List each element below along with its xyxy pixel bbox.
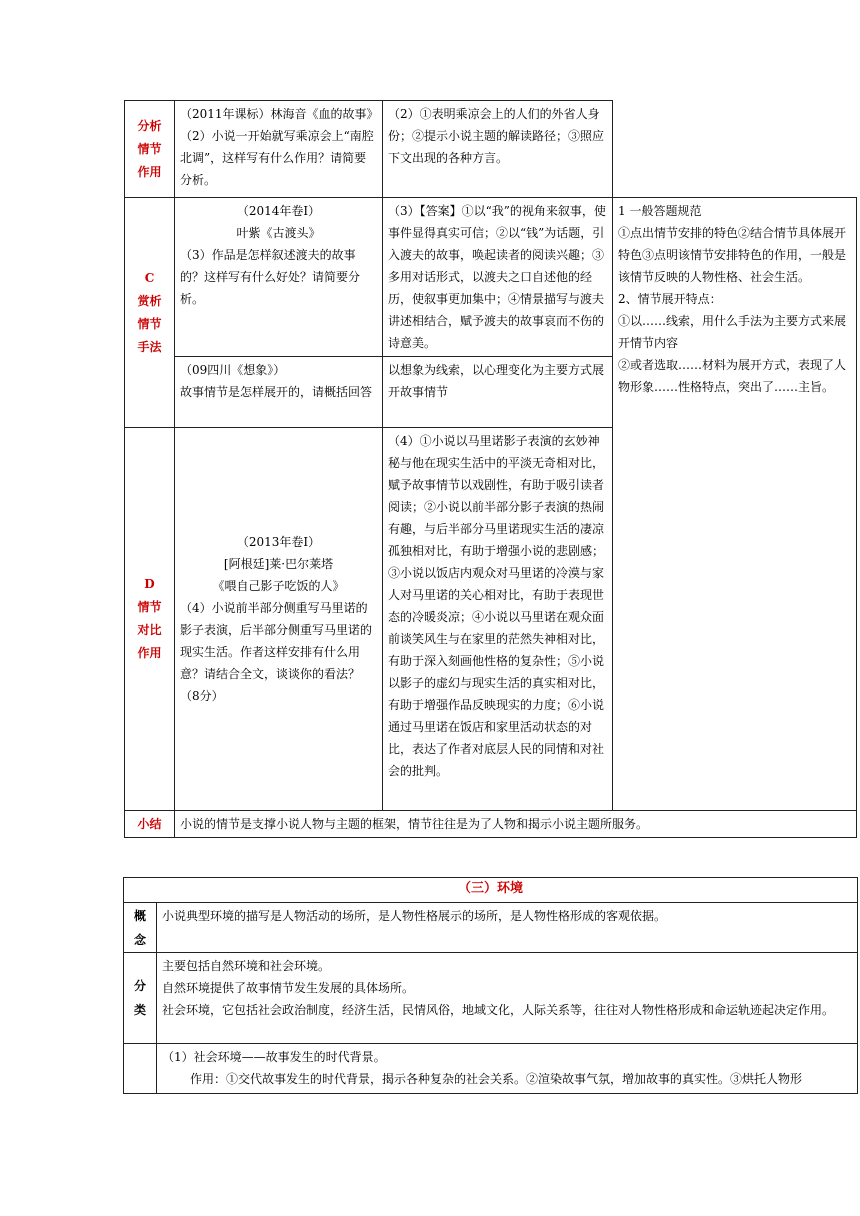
answer-cell: 以想象为线索，以心理变化为主要方式展开故事情节 xyxy=(383,357,613,428)
notes-cell: 1 一般答题规范 ①点出情节安排的特色②结合情节具体展开特色③点明该情节安排特色的作用，一般是该情节反映的人物性格、社会生活。 2、情节展开特点： ①以……线索，用什么手法为主要方式来展开情节内容 ②或者选取……材料为展开方式，表现了人物形象……性格特点，突出了……主旨。 xyxy=(613,198,857,811)
plot-analysis-table xyxy=(124,100,857,838)
empty-cell xyxy=(124,1044,157,1094)
answer-cell: （3）【答案】①以“我”的视角来叙事，使事件显得真实可信；②以“钱”为话题，引入渡夫的故事，唤起读者的阅读兴趣；③多用对话形式，以渡夫之口自述他的经历，使叙事更加集中；④情景描写与渡夫讲述相结合，赋予渡夫的故事哀而不伤的诗意美。 xyxy=(383,198,613,357)
row-head-d: D 情节 对比 作用 xyxy=(125,428,175,811)
empty-cell xyxy=(613,101,857,198)
category-text: 主要包括自然环境和社会环境。 自然环境提供了故事情节发生发展的具体场所。 社会环境，它包括社会政治制度，经济生活，民情风俗，地域文化，人际关系等，往往对人物性格形成和命运轨迹起决定作用。 xyxy=(157,953,858,1044)
answer-cell: （2）①表明乘凉会上的人们的外省人身份；②提示小说主题的解读路径；③照应下文出现的各种方言。 xyxy=(383,101,613,198)
row-head-category: 分 类 xyxy=(124,953,157,1044)
environment-table xyxy=(123,877,858,1094)
social-environment-text: （1）社会环境——故事发生的时代背景。 作用：①交代故事发生的时代背景，揭示各种复杂的社会关系。②渲染故事气氛，增加故事的真实性。③烘托人物形 xyxy=(157,1044,858,1094)
row-head-analysis: 分析 情节 作用 xyxy=(125,101,175,198)
question-cell: （2014年卷Ⅰ） 叶紫《古渡头》 （3）作品是怎样叙述渡夫的故事的？这样写有什么好处？请简要分析。 xyxy=(175,198,383,357)
answer-cell: （4）①小说以马里诺影子表演的玄妙神秘与他在现实生活中的平淡无奇相对比，赋予故事情节以戏剧性，有助于吸引读者阅读；②小说以前半部分影子表演的热闹有趣，与后半部分马里诺现实生活的凄凉孤独相对比，有助于增强小说的悲剧感；③小说以饭店内观众对马里诺的冷漠与家人对马里诺的关心相对比，有助于表现世态的冷暖炎凉；④小说以马里诺在观众面前谈笑风生与在家里的茫然失神相对比，有助于深入刻画他性格的复杂性；⑤小说以影子的虚幻与现实生活的真实相对比，有助于增强作品反映现实的力度；⑥小说通过马里诺在饭店和家里活动状态的对比，表达了作者对底层人民的同情和对社会的批判。 xyxy=(383,428,613,811)
concept-text: 小说典型环境的描写是人物活动的场所，是人物性格展示的场所，是人物性格形成的客观依据。 xyxy=(157,903,858,953)
question-cell: （09四川《想象》） 故事情节是怎样展开的，请概括回答 xyxy=(175,357,383,428)
summary-text: 小说的情节是支撑小说人物与主题的框架，情节往往是为了人物和揭示小说主题所服务。 xyxy=(175,811,857,838)
row-head-concept: 概 念 xyxy=(124,903,157,953)
question-cell: （2013年卷Ⅰ） [阿根廷]莱·巴尔莱塔 《喂自己影子吃饭的人》 （4）小说前半部分侧重写马里诺的影子表演，后半部分侧重写马里诺的现实生活。作者这样安排有什么用意？请结合全文，谈谈你的看法？（8分） xyxy=(175,428,383,811)
question-cell: （2011年课标）林海音《血的故事》 （2）小说一开始就写乘凉会上“南腔北调”，这样写有什么作用？请简要分析。 xyxy=(175,101,383,198)
row-head-summary: 小结 xyxy=(125,811,175,838)
row-head-c: C 赏析 情节 手法 xyxy=(125,198,175,428)
section-title: （三）环境 xyxy=(124,878,858,903)
